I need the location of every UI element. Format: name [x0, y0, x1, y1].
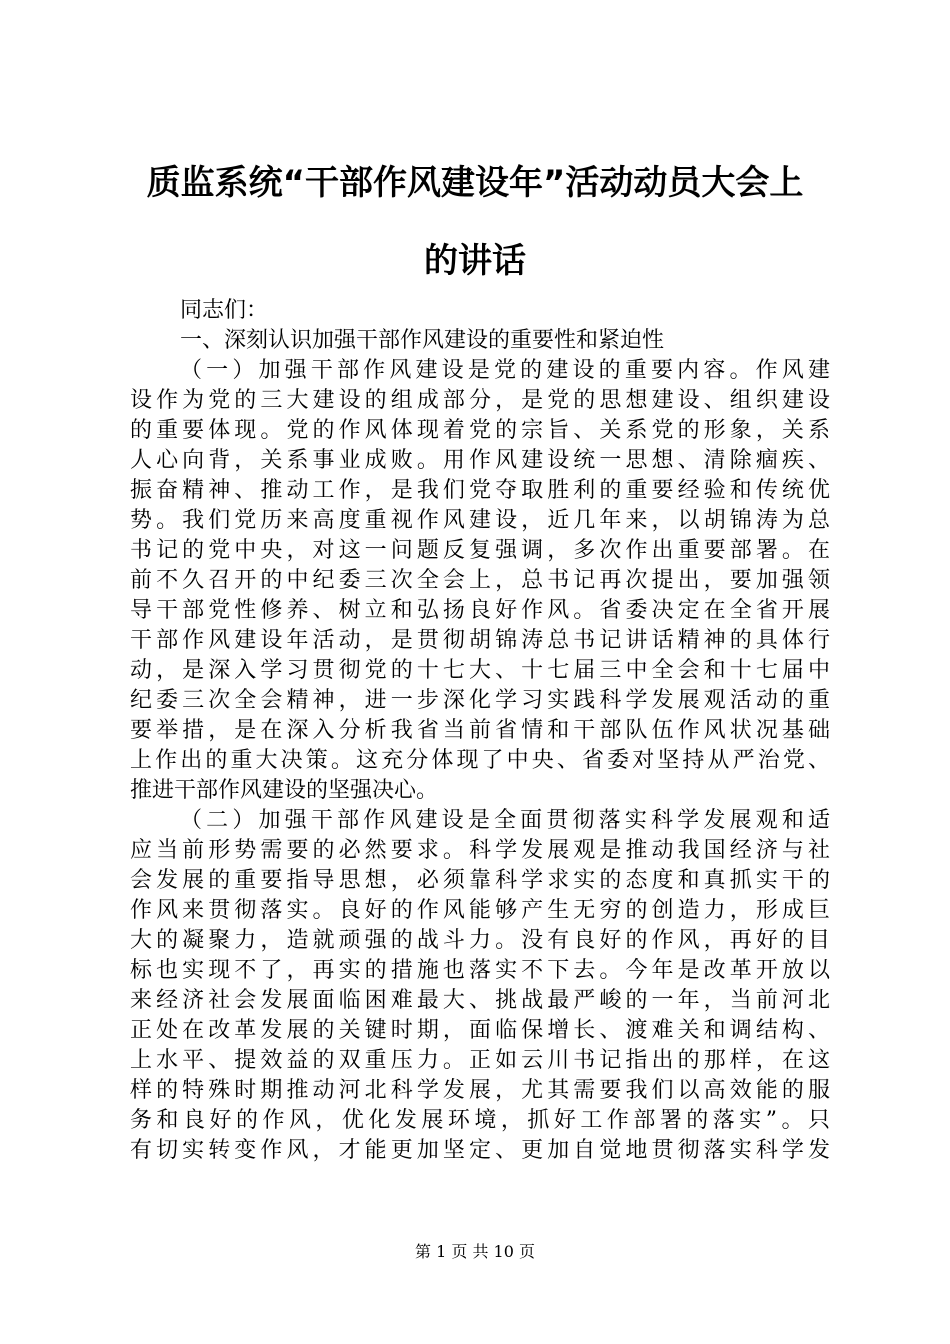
paragraph-line: 的重要体现。党的作风体现着党的宗旨、关系党的形象，关系 — [130, 418, 830, 443]
paragraph-line: 书记的党中央，对这一问题反复强调，多次作出重要部署。在 — [130, 538, 830, 563]
paragraph-line: （二）加强干部作风建设是全面贯彻落实科学发展观和适 — [180, 808, 830, 833]
paragraph-line: 正处在改革发展的关键时期，面临保增长、渡难关和调结构、 — [130, 1018, 830, 1043]
paragraph-line: 振奋精神、推动工作，是我们党夺取胜利的重要经验和传统优 — [130, 478, 830, 503]
paragraph-line: 干部作风建设年活动，是贯彻胡锦涛总书记讲话精神的具体行 — [130, 628, 830, 653]
paragraph-line: 动，是深入学习贯彻党的十七大、十七届三中全会和十七届中 — [130, 658, 830, 683]
title-line-2: 的讲话 — [424, 241, 526, 281]
title-line-1: 质监系统“干部作风建设年”活动动员大会上 — [146, 163, 804, 203]
document-body — [130, 296, 830, 1166]
paragraph-line: 人心向背，关系事业成败。用作风建设统一思想、清除痼疾、 — [130, 448, 830, 473]
paragraph-line: 务和良好的作风，优化发展环境，抓好工作部署的落实”。只 — [130, 1108, 830, 1133]
paragraph-line: 大的凝聚力，造就顽强的战斗力。没有良好的作风，再好的目 — [130, 928, 830, 953]
paragraph-line: 纪委三次全会精神，进一步深化学习实践科学发展观活动的重 — [130, 688, 830, 713]
paragraph-line: 推进干部作风建设的坚强决心。 — [130, 778, 439, 803]
greeting: 同志们： — [180, 298, 269, 323]
paragraph-2 — [130, 806, 830, 1166]
paragraph-line: 导干部党性修养、树立和弘扬良好作风。省委决定在全省开展 — [130, 598, 830, 623]
paragraph-line: 应当前形势需要的必然要求。科学发展观是推动我国经济与社 — [130, 838, 830, 863]
paragraph-line: 要举措，是在深入分析我省当前省情和干部队伍作风状况基础 — [130, 718, 830, 743]
paragraph-line: 有切实转变作风，才能更加坚定、更加自觉地贯彻落实科学发 — [130, 1138, 830, 1163]
paragraph-line: 来经济社会发展面临困难最大、挑战最严峻的一年，当前河北 — [130, 988, 830, 1013]
paragraph-line: 势。我们党历来高度重视作风建设，近几年来，以胡锦涛为总 — [130, 508, 830, 533]
paragraph-line: 前不久召开的中纪委三次全会上，总书记再次提出，要加强领 — [130, 568, 830, 593]
paragraph-line: 上水平、提效益的双重压力。正如云川书记指出的那样，在这 — [130, 1048, 830, 1073]
paragraph-line: 上作出的重大决策。这充分体现了中央、省委对坚持从严治党、 — [130, 748, 830, 773]
paragraph-line: 样的特殊时期推动河北科学发展，尤其需要我们以高效能的服 — [130, 1078, 830, 1103]
paragraph-1 — [130, 356, 830, 806]
paragraph-line: 会发展的重要指导思想，必须靠科学求实的态度和真抓实干的 — [130, 868, 830, 893]
paragraph-line: 设作为党的三大建设的组成部分，是党的思想建设、组织建设 — [130, 388, 830, 413]
page-footer: 第 1 页 共 10 页 — [415, 1242, 535, 1261]
paragraph-line: （一）加强干部作风建设是党的建设的重要内容。作风建 — [180, 358, 830, 383]
section-heading: 一、深刻认识加强干部作风建设的重要性和紧迫性 — [180, 328, 665, 353]
paragraph-line: 标也实现不了，再实的措施也落实不下去。今年是改革开放以 — [130, 958, 830, 983]
document-title — [118, 144, 832, 300]
paragraph-line: 作风来贯彻落实。良好的作风能够产生无穷的创造力，形成巨 — [130, 898, 830, 923]
